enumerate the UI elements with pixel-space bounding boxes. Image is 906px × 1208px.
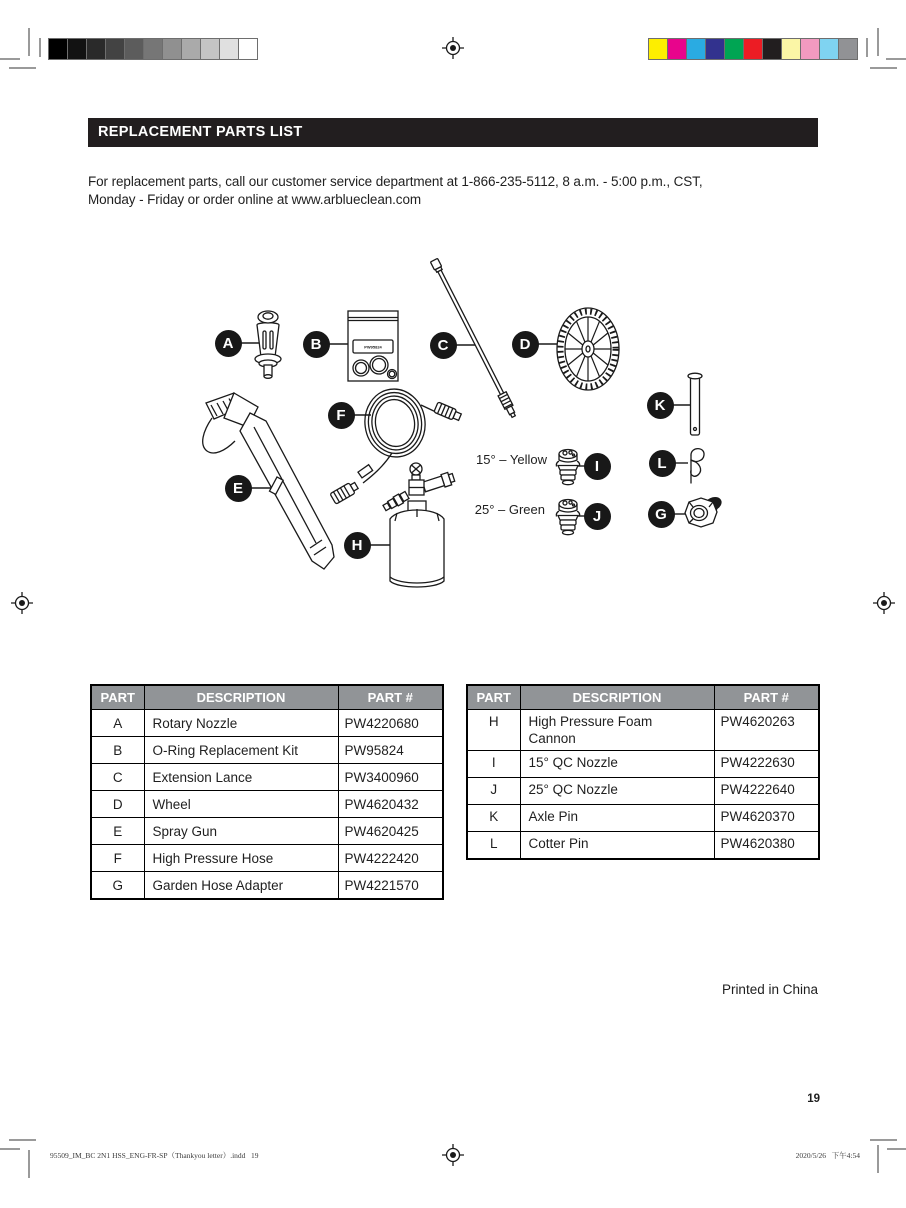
calibration-swatch [144, 39, 163, 59]
calibration-swatch [49, 39, 68, 59]
part-letter: F [91, 845, 144, 872]
part-letter: B [91, 737, 144, 764]
part-description: High Pressure Foam Cannon [520, 710, 714, 751]
page-number: 19 [807, 1093, 820, 1105]
table-row [467, 710, 819, 751]
registration-mark-icon [441, 1143, 465, 1167]
hose-adapter-art [685, 494, 724, 527]
part-number: PW4220680 [338, 710, 443, 737]
calibration-swatch [706, 39, 725, 59]
part-letter: D [91, 791, 144, 818]
part-number: PW4222640 [714, 778, 819, 805]
parts-table-right [466, 684, 820, 860]
part-number: PW4620432 [338, 791, 443, 818]
section-title: REPLACEMENT PARTS LIST [98, 124, 303, 140]
part-label-a: A [215, 330, 242, 357]
foam-cannon-art [382, 463, 456, 587]
part-description: 25° QC Nozzle [520, 778, 714, 805]
part-number: PW4620370 [714, 805, 819, 832]
calibration-swatch [220, 39, 239, 59]
registration-mark-icon [441, 36, 465, 60]
calibration-swatch [68, 39, 87, 59]
crop-mark [0, 1148, 20, 1150]
part-number: PW4620425 [338, 818, 443, 845]
part-label-e: E [225, 475, 252, 502]
print-slug-filename: 95509_IM_BC 2N1 HSS_ENG-FR-SP（Thankyou letter）.indd 19 [50, 1151, 259, 1160]
column-header: PART [91, 685, 144, 710]
part-description: Garden Hose Adapter [144, 872, 338, 900]
crop-mark [877, 1145, 879, 1173]
spray-gun-art [203, 393, 334, 569]
print-slug-datetime: 2020/5/26 下午4:54 [795, 1151, 860, 1160]
calibration-swatch [201, 39, 220, 59]
wheel-art [557, 308, 619, 390]
crop-mark [870, 67, 897, 69]
calibration-swatch [106, 39, 125, 59]
part-number: PW4620263 [714, 710, 819, 751]
parts-diagram [180, 255, 740, 595]
rotary-nozzle-art [255, 311, 281, 378]
part-number: PW95824 [338, 737, 443, 764]
part-letter: H [467, 710, 520, 751]
part-letter: K [467, 805, 520, 832]
table-row [91, 764, 443, 791]
part-label-k: K [647, 392, 674, 419]
crop-mark [9, 67, 36, 69]
qc-nozzle-15-art [556, 450, 579, 485]
nozzle-annotation-green: 25° – Green [474, 502, 545, 517]
calibration-swatch [801, 39, 820, 59]
crop-mark [39, 38, 41, 57]
table-row [467, 832, 819, 860]
calibration-swatch [239, 39, 257, 59]
qc-nozzle-25-art [556, 500, 579, 535]
calibration-swatch [87, 39, 106, 59]
part-number: PW4222630 [714, 751, 819, 778]
calibration-swatch [163, 39, 182, 59]
part-label-d: D [512, 331, 539, 358]
crop-mark [28, 28, 30, 56]
part-description: Spray Gun [144, 818, 338, 845]
part-description: High Pressure Hose [144, 845, 338, 872]
intro-line1: For replacement parts, call our customer service department at 1-866-235-5112, 8 a.m. - 5:00 p.m., CST, [88, 174, 703, 189]
table-row [91, 872, 443, 900]
part-label-c: C [430, 332, 457, 359]
table-row [91, 791, 443, 818]
part-letter: A [91, 710, 144, 737]
color-calibration-bar [648, 38, 858, 60]
part-description: O-Ring Replacement Kit [144, 737, 338, 764]
crop-mark [886, 58, 906, 60]
calibration-swatch [687, 39, 706, 59]
part-description: Wheel [144, 791, 338, 818]
calibration-swatch [182, 39, 201, 59]
table-row [91, 737, 443, 764]
registration-mark-icon [10, 591, 34, 615]
crop-mark [9, 1139, 36, 1141]
part-label-f: F [328, 402, 355, 429]
part-letter: L [467, 832, 520, 860]
column-header: PART # [714, 685, 819, 710]
calibration-swatch [668, 39, 687, 59]
part-letter: J [467, 778, 520, 805]
part-description: Rotary Nozzle [144, 710, 338, 737]
printed-in-china-text: Printed in China [721, 982, 818, 997]
part-description: Axle Pin [520, 805, 714, 832]
part-label-i: I [584, 453, 611, 480]
part-number: PW4221570 [338, 872, 443, 900]
part-label-l: L [649, 450, 676, 477]
parts-diagram-art [180, 255, 740, 595]
table-row [91, 710, 443, 737]
calibration-swatch [125, 39, 144, 59]
part-letter: I [467, 751, 520, 778]
package-label: PW95824 [364, 344, 382, 350]
table-row [467, 805, 819, 832]
crop-mark [28, 1150, 30, 1178]
intro-paragraph [88, 173, 798, 208]
part-label-g: G [648, 501, 675, 528]
calibration-swatch [744, 39, 763, 59]
part-number: PW4222420 [338, 845, 443, 872]
part-description: Cotter Pin [520, 832, 714, 860]
table-row [91, 818, 443, 845]
part-letter: G [91, 872, 144, 900]
calibration-swatch [820, 39, 839, 59]
column-header: DESCRIPTION [144, 685, 338, 710]
crop-mark [870, 1139, 897, 1141]
part-description: 15° QC Nozzle [520, 751, 714, 778]
table-row [467, 778, 819, 805]
crop-mark [866, 38, 868, 57]
table-row [91, 845, 443, 872]
crop-mark [0, 58, 20, 60]
part-letter: C [91, 764, 144, 791]
nozzle-annotation-yellow: 15° – Yellow [476, 452, 547, 467]
parts-table-left [90, 684, 444, 900]
part-label-h: H [344, 532, 371, 559]
part-number: PW4620380 [714, 832, 819, 860]
calibration-swatch [763, 39, 782, 59]
column-header: PART [467, 685, 520, 710]
registration-mark-icon [872, 591, 896, 615]
part-label-b: B [303, 331, 330, 358]
table-row [467, 751, 819, 778]
part-letter: E [91, 818, 144, 845]
part-label-j: J [584, 503, 611, 530]
cotter-pin-art [691, 449, 704, 483]
column-header: PART # [338, 685, 443, 710]
axle-pin-art [688, 373, 702, 435]
grayscale-calibration-bar [48, 38, 258, 60]
oring-kit-art [348, 311, 398, 381]
intro-line2: Monday - Friday or order online at www.arblueclean.com [88, 191, 422, 207]
calibration-swatch [782, 39, 801, 59]
crop-mark [887, 1148, 906, 1150]
calibration-swatch [649, 39, 668, 59]
part-description: Extension Lance [144, 764, 338, 791]
column-header: DESCRIPTION [520, 685, 714, 710]
part-number: PW3400960 [338, 764, 443, 791]
calibration-swatch [725, 39, 744, 59]
calibration-swatch [839, 39, 857, 59]
crop-mark [877, 28, 879, 56]
section-title-bar [88, 118, 818, 147]
